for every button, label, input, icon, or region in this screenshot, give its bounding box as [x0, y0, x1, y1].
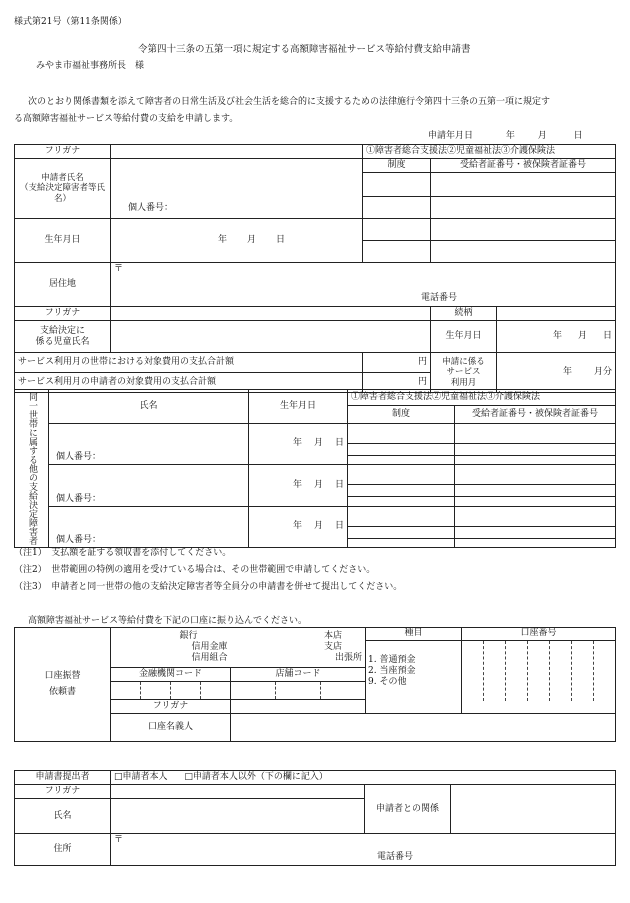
form-number: 様式第21号（第11条関係）: [14, 17, 127, 27]
member-name-field[interactable]: 個人番号：: [49, 423, 249, 464]
member-dob-header: 生年月日: [249, 390, 348, 424]
year-label: 年: [505, 131, 515, 141]
submitter-self-option[interactable]: □申請者本人: [114, 772, 168, 783]
notes: [14, 545, 402, 596]
cert-no-field[interactable]: [431, 219, 616, 241]
seido-field[interactable]: [363, 197, 431, 219]
cert-no-field[interactable]: [431, 197, 616, 219]
cert-no-header: 受給者証番号・被保険者証番号: [431, 159, 616, 173]
relation-label: 続柄: [431, 307, 497, 321]
submitter-other-option[interactable]: □申請者本人以外（下の欄に記入）: [184, 772, 328, 783]
seido-field[interactable]: [363, 219, 431, 241]
seido-header: 制度: [363, 159, 431, 173]
submitter-relation-field[interactable]: [451, 785, 615, 833]
holder-furigana-label: フリガナ: [111, 699, 231, 713]
account-type-cell[interactable]: [366, 628, 462, 714]
note-1: （注1） 支払額を証する領収書を添付してください。: [14, 548, 232, 558]
account-number-cell[interactable]: [462, 628, 616, 714]
addressee: みやま市福祉事務所長 様: [36, 61, 145, 71]
address-field[interactable]: [111, 263, 616, 307]
bank-transfer-label: 口座振替 依頼書: [15, 628, 111, 742]
submitter-table: [14, 770, 616, 866]
member-cert-field[interactable]: [455, 506, 616, 547]
furigana-field[interactable]: [111, 145, 363, 159]
member-name-header: 氏名: [49, 390, 249, 424]
bank-table: [14, 627, 616, 742]
child-dob-field[interactable]: 年 月 日: [497, 321, 616, 353]
member-seido-field[interactable]: [348, 465, 455, 506]
cert-no-field[interactable]: [431, 241, 616, 263]
furigana-label: フリガナ: [15, 145, 111, 159]
cert-no-field[interactable]: [431, 173, 616, 197]
submitter-furigana-field[interactable]: [111, 785, 365, 799]
service-month-field[interactable]: 年 月分: [497, 353, 616, 393]
member-cert-header: 受給者証番号・被保険者証番号: [455, 405, 616, 423]
child-name-field[interactable]: [111, 321, 431, 353]
institution-type[interactable]: 銀行 信用金庫 信用組合: [111, 628, 231, 668]
type-header: 種目: [366, 628, 461, 641]
application-date[interactable]: [428, 128, 583, 141]
form-title: 令第四十三条の五第一項に規定する高額障害福祉サービス等給付費支給申請書: [138, 44, 471, 55]
applicant-name-field[interactable]: [111, 159, 363, 219]
intro-line-2: る高額障害福祉サービス等給付費の支給を申請します。: [14, 114, 239, 124]
account-type-options[interactable]: 1. 普通預金 2. 当座預金 9. その他: [368, 655, 416, 687]
law-choice[interactable]: ①障害者総合支援法②児童福祉法③介護保険法: [363, 145, 616, 159]
mynumber-label: 個人番号：: [128, 203, 174, 214]
seido-field[interactable]: [363, 173, 431, 197]
member-name-field[interactable]: 個人番号：: [49, 506, 249, 547]
account-number-header: 口座番号: [462, 628, 615, 641]
note-3: （注3） 申請者と同一世帯の他の支給決定障害者等全員分の申請書を併せて提出してください。: [14, 582, 403, 592]
household-table: [14, 389, 616, 548]
submitter-relation-label: 申請者との関係: [365, 785, 451, 833]
member-dob-field[interactable]: 年 月 日: [249, 465, 348, 506]
holder-furigana-field[interactable]: [231, 699, 366, 713]
child-dob-label: 生年月日: [431, 321, 497, 353]
dob-field[interactable]: 年 月 日: [111, 219, 363, 263]
submitter-address-label: 住所: [15, 834, 111, 866]
submitter-label: 申請書提出者: [15, 771, 111, 785]
service-month-label: 申請に係る サービス 利用月: [431, 353, 497, 393]
day-label: 日: [573, 131, 583, 141]
member-name-field[interactable]: 個人番号：: [49, 465, 249, 506]
branch-type[interactable]: 本店 支店 出張所: [231, 628, 366, 668]
submitter-name-label: 氏名: [15, 799, 111, 834]
bank-code-label: 金融機関コード: [111, 668, 231, 682]
postal-mark: 〒: [114, 264, 124, 274]
applicant-total-label: サービス利用月の申請者の対象費用の支払合計額: [15, 373, 363, 393]
child-name-label: 支給決定に 係る児童氏名: [15, 321, 111, 353]
submitter-phone-label: 電話番号: [377, 852, 414, 862]
bank-code-boxes[interactable]: [111, 681, 231, 699]
relation-field[interactable]: [497, 307, 616, 321]
application-date-label: 申請年月日: [428, 131, 474, 141]
member-cert-field[interactable]: [455, 465, 616, 506]
child-furigana-field[interactable]: [111, 307, 431, 321]
address-label: 居住地: [15, 263, 111, 307]
applicant-name-label: 申請者氏名 （支給決定障害者等氏名）: [15, 159, 111, 219]
holder-label: 口座名義人: [111, 713, 231, 741]
household-vertical-label: 同一世帯に属する他の支給決定障害者: [15, 390, 49, 548]
branch-code-boxes[interactable]: [231, 681, 366, 699]
relation-cell[interactable]: [365, 785, 616, 834]
phone-label: 電話番号: [421, 293, 458, 303]
submitter-postal-mark: 〒: [114, 835, 124, 845]
holder-field[interactable]: [231, 713, 616, 741]
member-law-choice[interactable]: ①障害者総合支援法②児童福祉法③介護保険法: [348, 390, 616, 406]
member-seido-field[interactable]: [348, 423, 455, 464]
dob-label: 生年月日: [15, 219, 111, 263]
member-dob-field[interactable]: 年 月 日: [249, 506, 348, 547]
furigana-label-2: フリガナ: [15, 307, 111, 321]
applicant-total-field[interactable]: 円: [363, 373, 431, 393]
submitter-name-field[interactable]: [111, 799, 365, 834]
bank-intro: 高額障害福祉サービス等給付費を下記の口座に振り込んでください。: [28, 616, 308, 626]
member-seido-field[interactable]: [348, 506, 455, 547]
household-total-label: サービス利用月の世帯における対象費用の支払合計額: [15, 353, 363, 373]
month-label: 月: [537, 131, 547, 141]
submitter-choice[interactable]: [111, 771, 616, 785]
household-total-field[interactable]: 円: [363, 353, 431, 373]
seido-field[interactable]: [363, 241, 431, 263]
submitter-address-field[interactable]: [111, 834, 616, 866]
applicant-table: [14, 144, 616, 393]
member-dob-field[interactable]: 年 月 日: [249, 423, 348, 464]
note-2: （注2） 世帯範囲の特例の適用を受けている場合は、その世帯範囲で申請してください。: [14, 565, 376, 575]
branch-code-label: 店舗コード: [231, 668, 366, 682]
submitter-furigana-label: フリガナ: [15, 785, 111, 799]
member-seido-header: 制度: [348, 405, 455, 423]
member-cert-field[interactable]: [455, 423, 616, 464]
account-number-boxes[interactable]: [462, 641, 615, 701]
intro-line-1: 次のとおり関係書類を添えて障害者の日常生活及び社会生活を総合的に支援するための法律施行令第四十三条の五第一項に規定す: [28, 97, 551, 107]
